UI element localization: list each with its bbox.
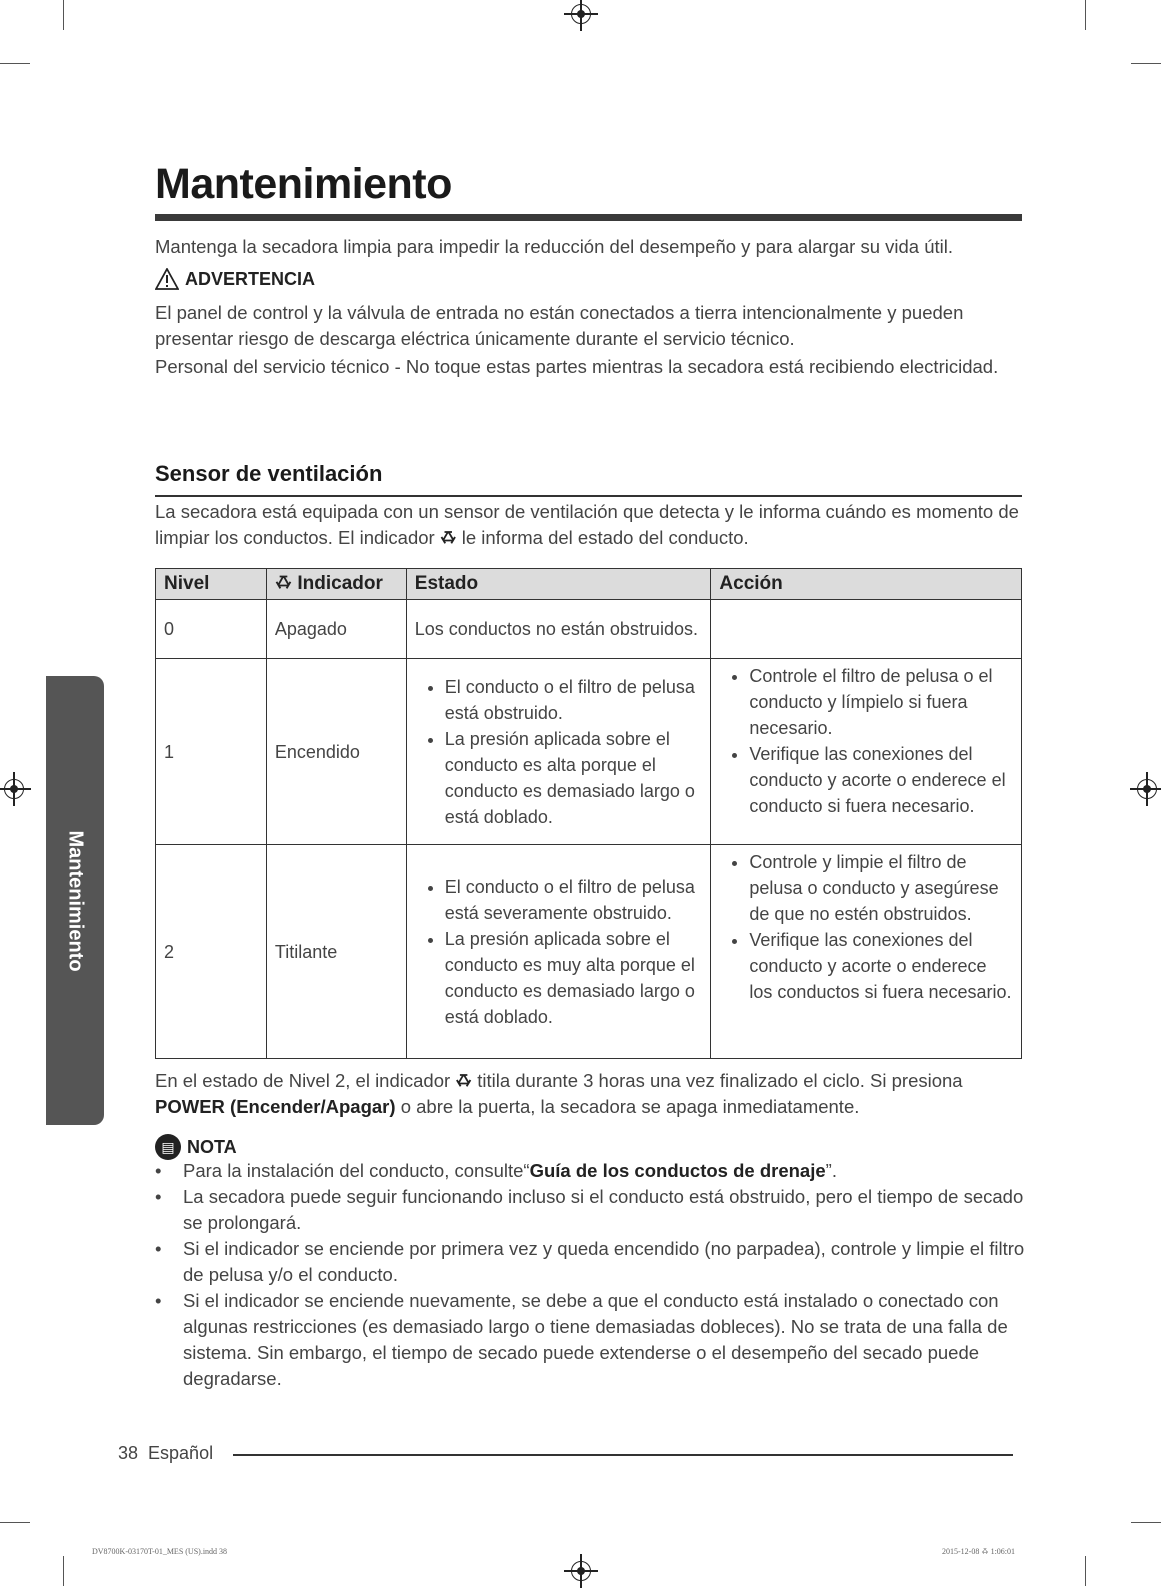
registration-mark-icon [4, 779, 24, 799]
note-icon: ▤ [155, 1134, 181, 1160]
list-item: • El conducto o el filtro de pelusa está severamente obstruido. [445, 874, 703, 926]
list-item: • La secadora puede seguir funcionando incluso si el conducto está obstruido, pero el tiempo de secado se prolongará. [155, 1184, 1025, 1236]
list-item: • Controle y limpie el filtro de pelusa o conducto y asegúrese de que no estén obstruidos. [749, 849, 1013, 927]
list-item: • Verifique las conexiones del conducto y acorte o enderece el conducto si fuera necesario. [749, 741, 1013, 819]
cell-indicador: Titilante [266, 845, 406, 1059]
section-heading: Sensor de ventilación [155, 461, 383, 486]
column-header-indicador-label: Indicador [297, 573, 383, 594]
crop-mark [1085, 1556, 1086, 1586]
column-header-estado: Estado [406, 569, 711, 600]
cell-nivel: 0 [156, 600, 267, 659]
list-item [155, 1158, 1025, 1184]
list-item: • El conducto o el filtro de pelusa está obstruido. [445, 674, 703, 726]
section-intro-part-b: le informa del estado del conducto. [461, 527, 749, 548]
after-table-part-b: titila durante 3 horas una vez finalizado el ciclo. Si presiona [477, 1070, 963, 1091]
column-header-indicador [266, 569, 406, 600]
vent-fan-icon: ꗇ [274, 573, 293, 594]
cell-accion [711, 600, 1022, 659]
crop-mark [1085, 0, 1086, 30]
crop-mark [0, 1522, 30, 1523]
vent-fan-icon: ꗇ [439, 527, 457, 548]
footer-language: Español [148, 1443, 214, 1463]
warning-text-2: Personal del servicio técnico - No toque estas partes mientras la secadora está recibiendo electricidad. [155, 356, 999, 377]
section-intro-part-a: La secadora está equipada con un sensor de ventilación que detecta y le informa cuándo es momento de limpiar los conductos. El indicador [155, 501, 1019, 548]
page-number: 38 [118, 1443, 139, 1463]
list-item: • La presión aplicada sobre el conducto es alta porque el conducto es demasiado largo o está doblado. [445, 726, 703, 830]
list-item: • La presión aplicada sobre el conducto es muy alta porque el conducto es demasiado largo o está doblado. [445, 926, 703, 1030]
warning-triangle-icon [155, 268, 179, 290]
footer-divider [233, 1454, 1013, 1456]
after-table-part-a: En el estado de Nivel 2, el indicador [155, 1070, 451, 1091]
cell-estado [406, 845, 711, 1059]
column-header-accion: Acción [711, 569, 1022, 600]
note-label: NOTA [187, 1136, 237, 1157]
registration-mark-icon [1137, 779, 1157, 799]
crop-mark [63, 1556, 64, 1586]
note-list [155, 1158, 1025, 1392]
section-divider [155, 495, 1022, 497]
warning-heading [155, 268, 315, 290]
chapter-side-tab [46, 676, 104, 1125]
title-divider [155, 214, 1022, 221]
crop-mark [63, 0, 64, 30]
table-row [156, 600, 1022, 659]
cell-indicador: Apagado [266, 600, 406, 659]
cell-accion [711, 845, 1022, 1059]
crop-mark [0, 63, 30, 64]
registration-mark-icon [571, 4, 591, 24]
intro-text: Mantenga la secadora limpia para impedir la reducción del desempeño y para alargar su vida útil. [155, 236, 954, 257]
cell-accion [711, 659, 1022, 845]
page-footer [118, 1443, 213, 1464]
print-date-info: 2015-12-08 ꗇ 1:06:01 [942, 1547, 1016, 1556]
warning-label: ADVERTENCIA [185, 268, 316, 289]
section-intro [155, 499, 1025, 551]
cell-nivel: 1 [156, 659, 267, 845]
table-header-row [156, 569, 1022, 600]
page-title: Mantenimiento [155, 160, 452, 208]
print-file-info: DV8700K-03170T-01_MES (US).indd 38 [92, 1547, 228, 1556]
list-item: • Si el indicador se enciende por primera vez y queda encendido (no parpadea), controle y limpie el filtro de pelusa y/o el conducto. [155, 1236, 1025, 1288]
note-item-1-b: ”. [825, 1160, 837, 1181]
cell-nivel: 2 [156, 845, 267, 1059]
note-item-1-bold: Guía de los conductos de drenaje [529, 1160, 826, 1181]
note-item-1-a: Para la instalación del conducto, consulte“ [183, 1160, 530, 1181]
cell-indicador: Encendido [266, 659, 406, 845]
power-button-label: POWER (Encender/Apagar) [155, 1096, 396, 1117]
after-table-part-c: o abre la puerta, la secadora se apaga inmediatamente. [400, 1096, 860, 1117]
vent-fan-icon: ꗇ [455, 1070, 473, 1091]
cell-estado: Los conductos no están obstruidos. [406, 600, 711, 659]
level-2-explanation [155, 1068, 1025, 1120]
crop-mark [1131, 63, 1161, 64]
list-item: • Controle el filtro de pelusa o el conducto y límpielo si fuera necesario. [749, 663, 1013, 741]
crop-mark [1131, 1522, 1161, 1523]
side-tab-label: Mantenimiento [64, 829, 87, 972]
table-row [156, 659, 1022, 845]
vent-sensor-table [155, 568, 1022, 1059]
column-header-nivel: Nivel [156, 569, 267, 600]
list-item: • Verifique las conexiones del conducto y acorte o enderece los conductos si fuera necesario. [749, 927, 1013, 1005]
cell-estado [406, 659, 711, 845]
note-heading [155, 1134, 237, 1160]
registration-mark-icon [571, 1561, 591, 1581]
table-row [156, 845, 1022, 1059]
warning-text-1: El panel de control y la válvula de entrada no están conectados a tierra intencionalmente y pueden presentar riesgo de descarga eléctrica únicamente durante el servicio técnico. [155, 302, 964, 349]
list-item: • Si el indicador se enciende nuevamente, se debe a que el conducto está instalado o conectado con algunas restricciones (es demasiado largo o tiene demasiadas dobleces). No se trata de una falla de sistema. Sin embargo, el tiempo de secado puede extenderse o el desempeño del secado puede degradarse. [155, 1288, 1025, 1392]
